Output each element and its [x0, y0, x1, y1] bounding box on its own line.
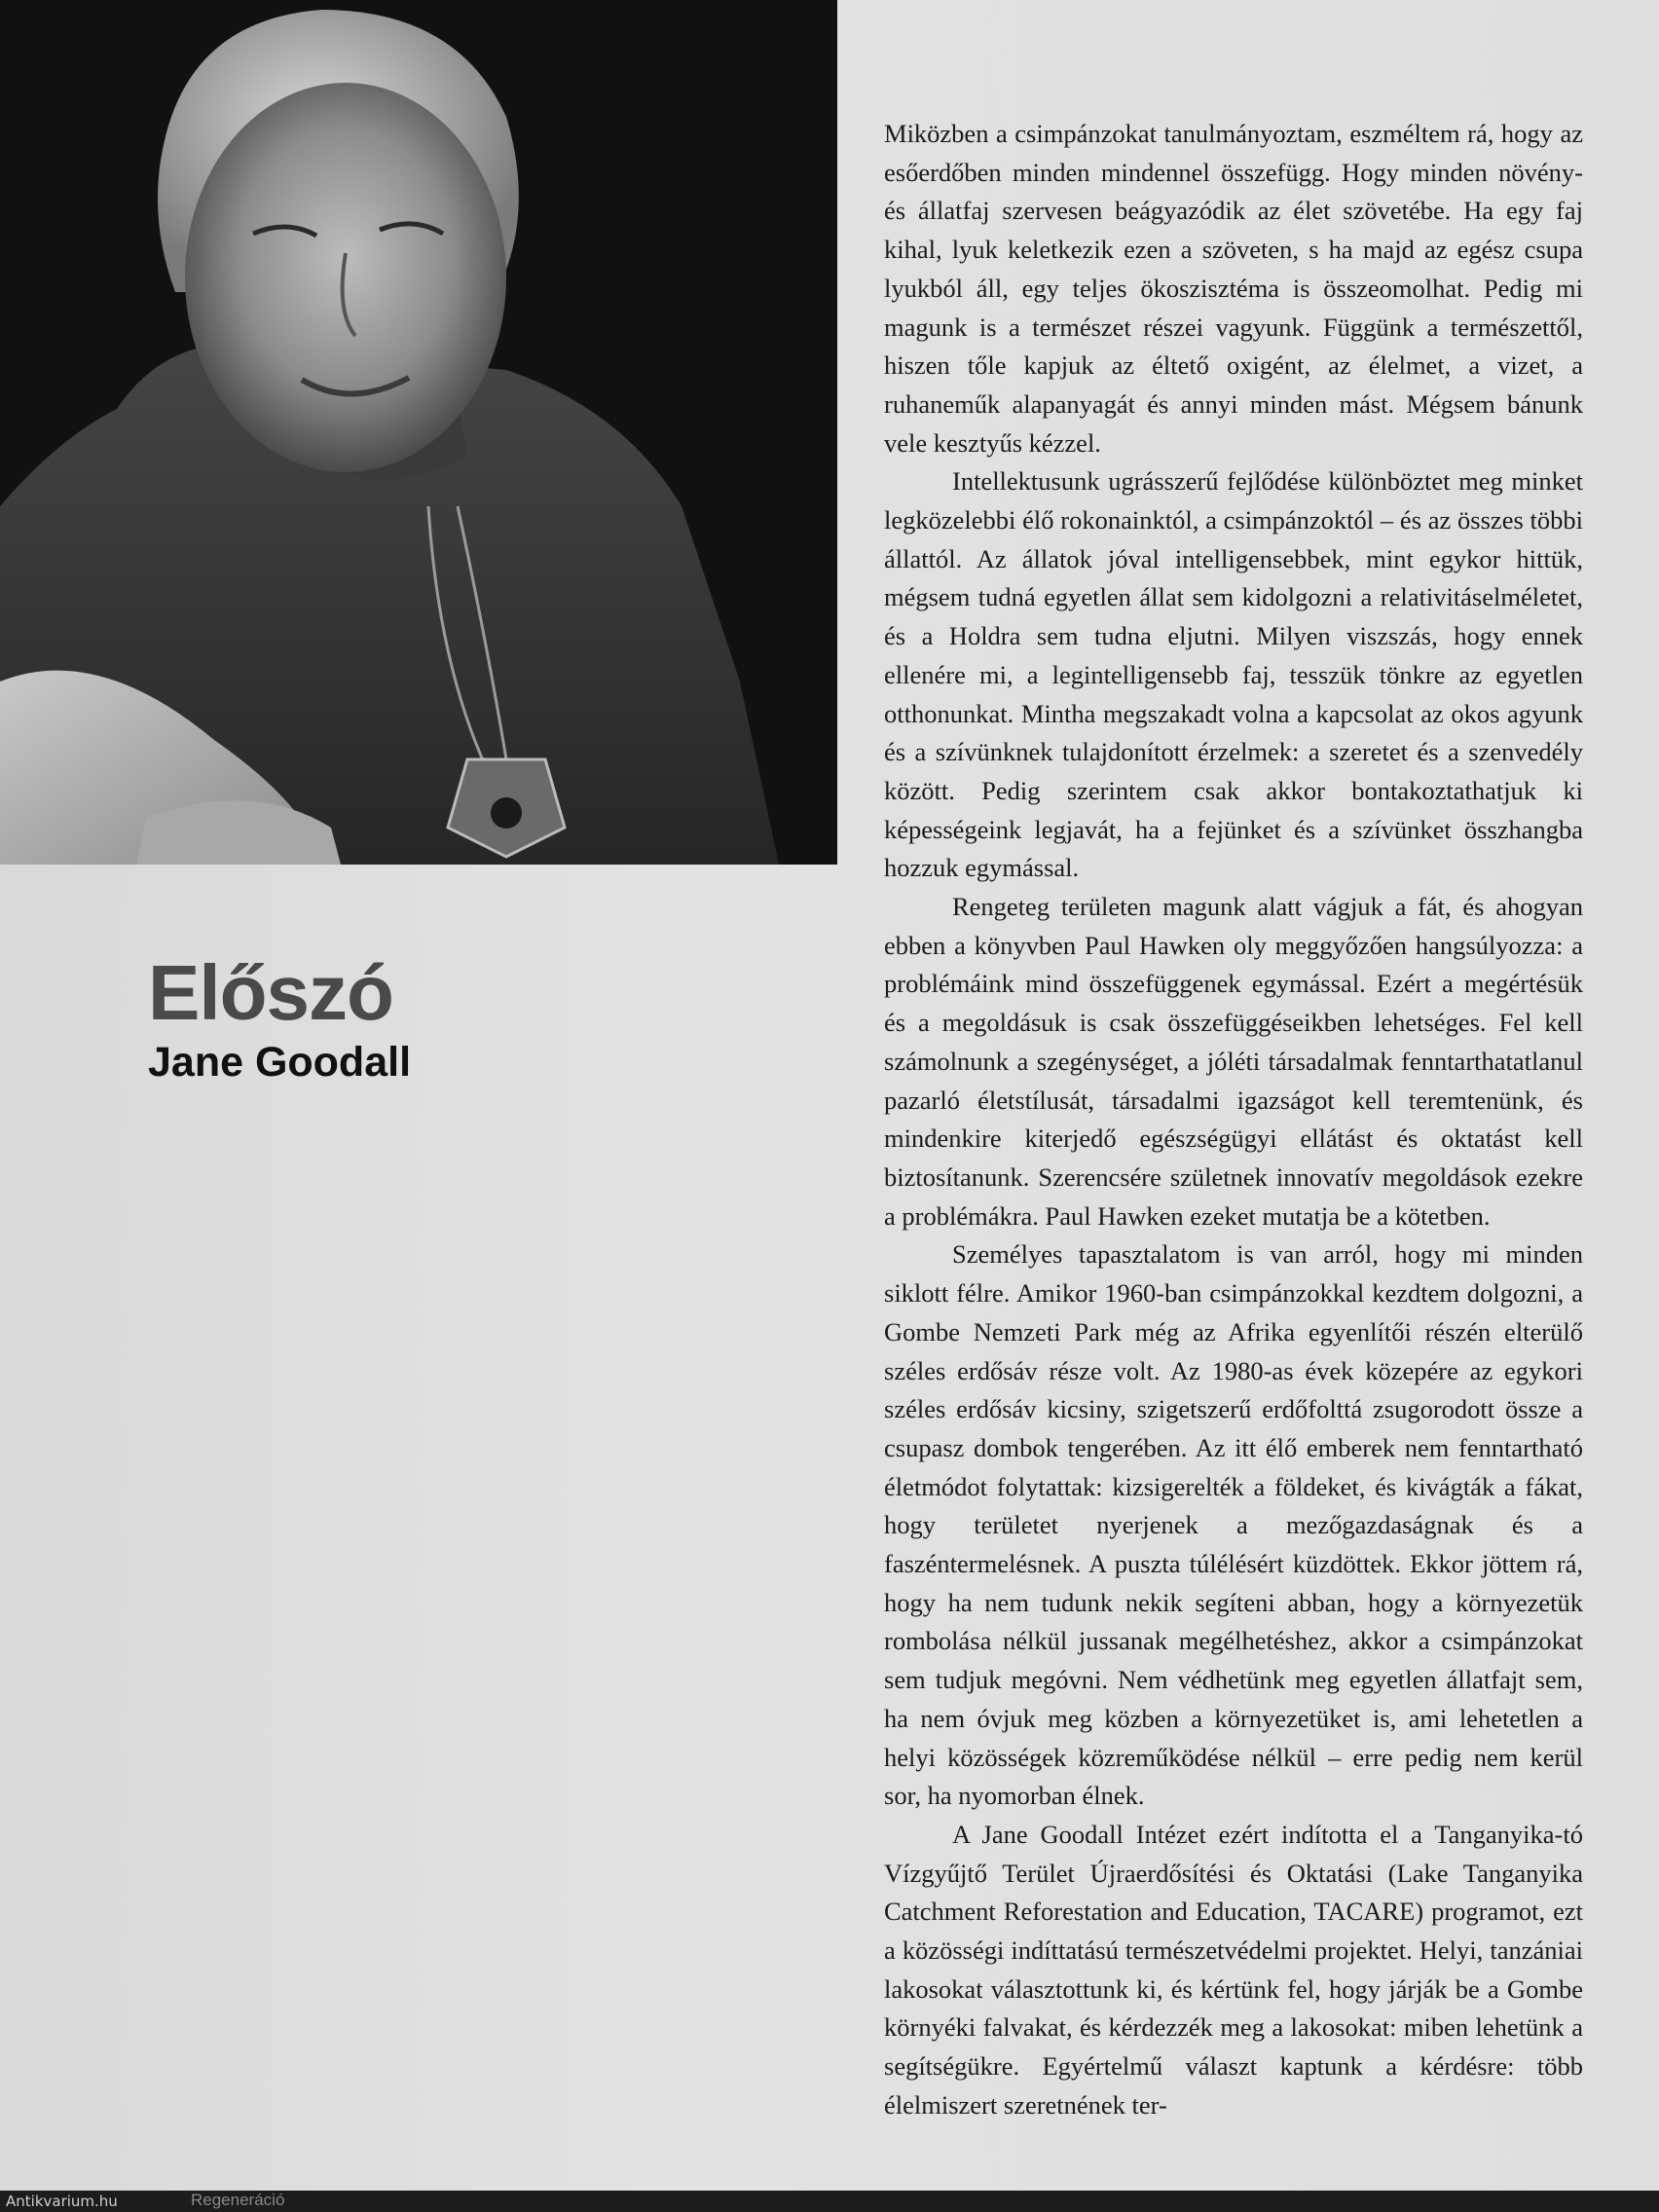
author-portrait-photo: [0, 0, 837, 865]
paragraph-1: Miközben a csimpánzokat tanulmányoztam, eszméltem rá, hogy az esőerdőben minden mindennel összefügg. Hogy minden növény- és állatfaj szervesen beágyazódik az élet szövetébe. Ha egy faj kihal, lyuk keletkezik ezen a szöveten, s ha majd az egész csupa lyukból áll, egy teljes ökoszisztéma is összeomolhat. Pedig mi magunk is a természet részei vagyunk. Függünk a természettől, hiszen tőle kapjuk az éltető oxigént, az élelmet, a vizet, a ruhaneműk alapanyagát és annyi minden mást. Mégsem bánunk vele kesztyűs kézzel.: [884, 119, 1583, 458]
portrait-illustration: [0, 0, 837, 865]
watermark-label: Antikvarium.hu: [6, 2193, 118, 2210]
paragraph-4: Személyes tapasztalatom is van arról, hogy mi minden siklott félre. Amikor 1960-ban csimpánzokkal kezdtem dolgozni, a Gombe Nemzeti Park még az Afrika egyenlítői részén elterülő széles erdősáv része volt. Az 1980-as évek közepére az egykori széles erdősáv kicsiny, szigetszerű erdőfolttá zsugorodott össze a csupasz dombok tengerében. Az itt élő emberek nem fenntartható életmódot folytattak: kizsigerelték a földeket, és kivágták a fákat, hogy területet nyerjenek a mezőgazdaságnak és a faszéntermelésnek. A puszta túlélésért küzdöttek. Ekkor jöttem rá, hogy ha nem tudunk nekik segíteni abban, hogy a környezetük rombolása nélkül jussanak megélhetéshez, akkor a csimpánzokat sem tudjuk megóvni. Nem védhetünk meg egyetlen állatfajt sem, ha nem óvjuk meg közben a környezetüket is, ami lehetetlen a helyi közösségek közreműködése nélkül – erre pedig nem kerül sor, ha nyomorban élnek.: [884, 1239, 1583, 1811]
chapter-author: Jane Goodall: [148, 1039, 412, 1086]
paragraph-5: A Jane Goodall Intézet ezért indította el a Tanganyika-tó Vízgyűjtő Terület Újraerdősítési és Oktatási (Lake Tanganyika Catchment Reforestation and Education, TACARE) programot, ezt a közösségi indíttatású természetvédelmi projektet. Helyi, tanzániai lakosokat választottunk ki, és kértünk fel, hogy járják be a Gombe környéki falvakat, és kérdezzék meg a lakosokat: miben lehetünk a segítségükre. Egyértelmű választ kaptunk a kérdésre: több élelmiszert szeretnének ter-: [884, 1819, 1583, 2120]
paragraph-2: Intellektusunk ugrásszerű fejlődése különböztet meg minket legközelebbi élő rokonainktól, a csimpánzoktól – és az összes többi állattól. Az állatok jóval intelligensebbek, mint egykor hittük, mégsem tudná egyetlen állat sem kidolgozni a relativitáselméletet, és a Holdra sem tudna eljutni. Milyen viszszás, hogy ennek ellenére mi, a legintelligensebb faj, tesszük tönkre az egyetlen otthonunkat. Mintha megszakadt volna a kapcsolat az okos agyunk és a szívünknek tulajdonított érzelmek: a szeretet és a szenvedély között. Pedig szerintem csak akkor bontakoztathatjuk ki képességeink legjavát, ha a fejünket és a szívünket összhangba hozzuk egymással.: [884, 466, 1583, 883]
chapter-title: Előszó: [148, 949, 393, 1036]
body-text-column: [884, 115, 1583, 2125]
running-footer-title: Regeneráció: [191, 2191, 285, 2209]
chapter-heading: [148, 949, 412, 1086]
paragraph-3: Rengeteg területen magunk alatt vágjuk a fát, és ahogyan ebben a könyvben Paul Hawken oly meggyőzően hangsúlyozza: a problémáink mind összefüggenek egymással. Ezért a megértésük és a megoldásuk is csak összefüggéseikben lehetséges. Fel kell számolnunk a szegénységet, a jóléti társadalmak fenntarthatatlanul pazarló életstílusát, társadalmi igazságot kell teremtenünk, és mindenkire kiterjedő egészségügyi ellátást és oktatást kell biztosítanunk. Szerencsére születnek innovatív megoldások ezekre a problémákra. Paul Hawken ezeket mutatja be a kötetben.: [884, 892, 1583, 1231]
